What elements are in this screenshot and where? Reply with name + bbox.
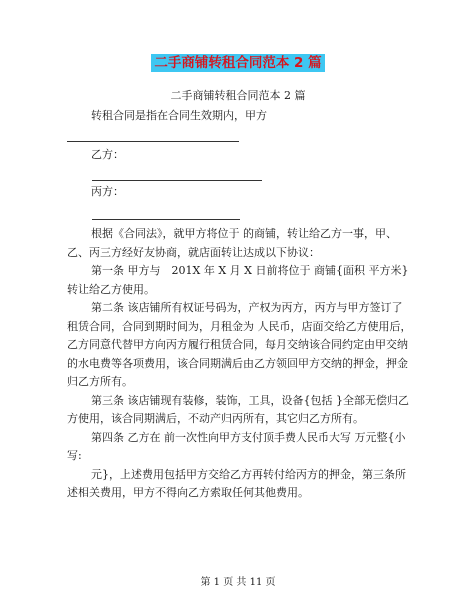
party-c-block <box>67 183 413 202</box>
paragraph-article-2: 第二条 该店铺所有权证号码为，产权为丙方，丙方与甲方签订了租赁合同，合同到期时间为，月租金为 人民币，店面交给乙方使用后，乙方同意代替甲方向丙方履行租赁合同，每月交纳该合同约定由甲交纳的水电费等各项费用，该合同期满后由乙方领回甲方交纳的押金，押金归乙方所有。 <box>67 301 412 388</box>
paragraph-article-1: 第一条 甲方与 201X 年 X 月 X 日前将位于 商铺{面积 平方米}转让给乙方使用。 <box>67 264 409 296</box>
party-c-blank-line <box>92 219 240 220</box>
document-title: 二手商铺转租合同范本 2 篇 <box>151 54 324 72</box>
party-b-block <box>67 146 413 165</box>
page-footer: 第 1 页 共 11 页 <box>200 577 276 588</box>
party-b-label: 乙方： <box>91 148 124 161</box>
contract-body <box>67 225 413 503</box>
party-b-blank-line <box>92 180 262 181</box>
intro-paragraph: 转租合同是指在合同生效期内，甲方 <box>91 109 267 122</box>
paragraph-article-4: 第四条 乙方在 前一次性向甲方支付顶手费人民币大写 万元整{小写: <box>67 430 406 462</box>
paragraph-article-4-cont: 元}，上述费用包括甲方交给乙方再转付给丙方的押金，第三条所述相关费用，甲方不得向乙方索取任何其他费用。 <box>67 467 406 499</box>
party-a-blank-line <box>67 141 239 142</box>
paragraph-article-3: 第三条 该店铺现有装修，装饰，工具，设备{包括 }全部无偿归乙方使用，该合同期满后，不动产归丙所有，其它归乙方所有。 <box>67 393 409 425</box>
document-subtitle: 二手商铺转租合同范本 2 篇 <box>170 89 306 102</box>
party-c-label: 丙方： <box>91 185 124 198</box>
title-wrap <box>0 52 476 72</box>
intro-text <box>67 107 413 126</box>
paragraph-intro-law: 根据《合同法》，就甲方将位于 的商铺，转让给乙方一事，甲、乙、丙三方经好友协商，就店面转让达成以下协议： <box>67 227 397 259</box>
